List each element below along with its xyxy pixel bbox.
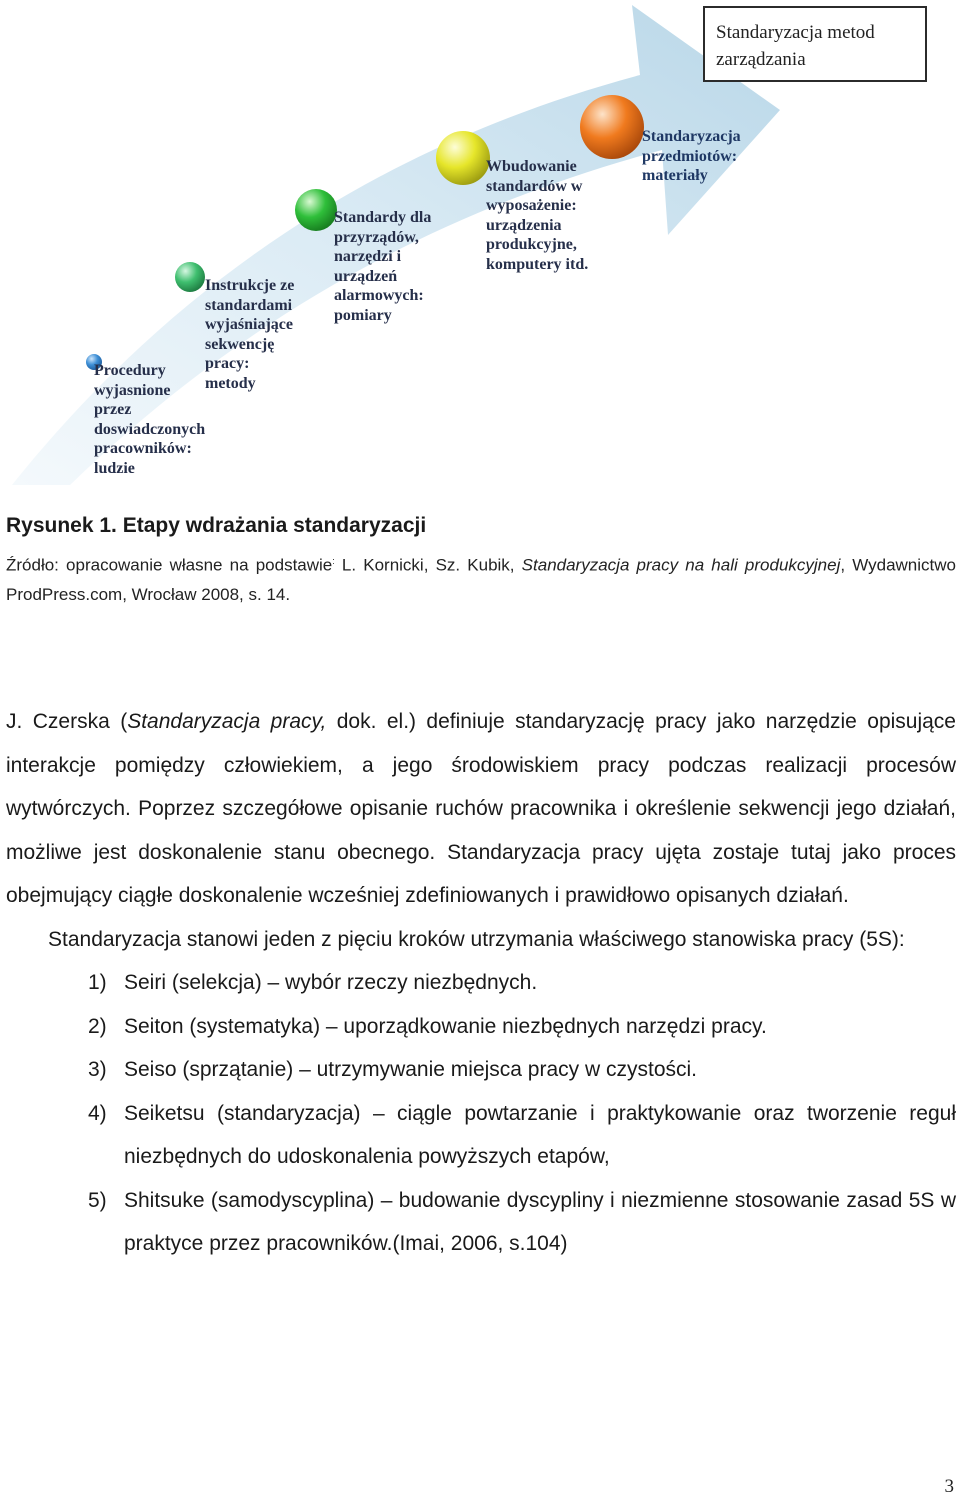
p1-title: Standaryzacja pracy, — [127, 710, 327, 733]
list-item — [6, 1005, 956, 1049]
standardization-stages-diagram — [0, 0, 960, 495]
figure-source: Źródło: opracowanie własne na podstawie: L. Kornicki, Sz. Kubik, Standaryzacja pracy na hali produkcyjnej, Wydawnictwo ProdPress.com, Wrocław 2008, s. 14. — [6, 555, 956, 604]
list-item-text: Seiri (selekcja) – wybór rzeczy niezbędnych. — [124, 971, 538, 994]
stage-5-label: Standaryzacja przedmiotów: materiały — [642, 128, 741, 184]
list-item-text: Seiso (sprzątanie) – utrzymywanie miejsca pracy w czystości. — [124, 1058, 698, 1081]
paragraph-1 — [6, 700, 956, 918]
stage-ball-3 — [295, 189, 337, 231]
stage-ball-5 — [580, 95, 644, 159]
list-item-number: 5) — [88, 1188, 107, 1212]
list-item — [6, 1092, 956, 1179]
source-prefix: Źródło: opracowanie własne na podstawie — [6, 555, 333, 575]
list-item-number: 3) — [88, 1058, 107, 1081]
stage-2-label: Instrukcje ze standardami wyjaśniające sekwencję pracy: metody — [205, 277, 295, 392]
p1-start: J. Czerska ( — [6, 710, 128, 733]
list-item-number: 2) — [88, 1014, 107, 1038]
stage-4-label: Wbudowanie standardów w wyposażenie: urządzenia produkcyjne, komputery itd. — [486, 158, 589, 273]
list-item — [6, 1179, 956, 1266]
stage-1-label: Procedury wyjasnione przez doswiadczonych pracowników: ludzie — [94, 362, 206, 477]
source-rest: , Wydawnictwo ProdPress.com, Wrocław 2008, s. 14. — [6, 555, 956, 604]
stage-ball-4 — [436, 131, 490, 185]
list-item-text: Seiton (systematyka) – uporządkowanie niezbędnych narzędzi pracy. — [124, 1014, 767, 1038]
diagram-title-box: Standaryzacja metod zarządzania — [703, 6, 927, 82]
body-text — [6, 700, 956, 1266]
list-item-number: 1) — [88, 971, 107, 994]
five-s-list — [6, 961, 956, 1266]
list-item — [6, 961, 956, 1005]
source-title: Standaryzacja pracy na hali produkcyjnej — [521, 555, 841, 575]
list-item-text: Seiketsu (standaryzacja) – ciągle powtarzanie i praktykowanie oraz tworzenie reguł niezbędnych do udoskonalenia powyższych etapów, — [124, 1101, 956, 1168]
list-item — [6, 1048, 956, 1092]
list-item-number: 4) — [88, 1101, 107, 1125]
figure-caption: Rysunek 1. Etapy wdrażania standaryzacji — [6, 514, 427, 537]
paragraph-2: Standaryzacja stanowi jeden z pięciu kroków utrzymania właściwego stanowiska pracy (5S): — [48, 927, 905, 951]
list-item-text: Shitsuke (samodyscyplina) – budowanie dyscypliny i niezmienne stosowanie zasad 5S w praktyce przez pracowników.(Imai, 2006, s.104) — [124, 1188, 956, 1255]
page-number: 3 — [944, 1476, 954, 1497]
stage-3-label: Standardy dla przyrządów, narzędzi i urządzeń alarmowych: pomiary — [334, 209, 432, 324]
source-authors: L. Kornicki, Sz. Kubik, — [334, 555, 522, 575]
p1-rest: dok. el.) definiuje standaryzację pracy jako narzędzie opisujące interakcje pomiędzy człowiekiem, a jego środowiskiem pracy podczas realizacji procesów wytwórczych. Poprzez szczegółowe opisanie ruchów pracownika i określenie sekwencji jego działań, możliwe jest doskonalenie stanu obecnego. Standaryzacja pracy ujęta zostaje tutaj jako proces obejmujący ciągłe doskonalenie wcześniej zdefiniowanych i prawidłowo opisanych działań. — [6, 710, 956, 907]
stage-ball-2 — [175, 262, 205, 292]
